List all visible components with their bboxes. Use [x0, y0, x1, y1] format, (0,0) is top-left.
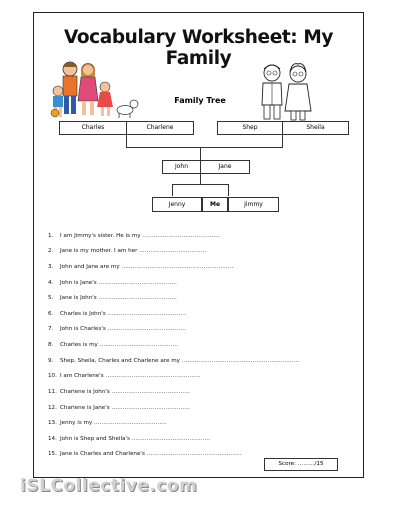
tree-box-charlene: Charlene: [126, 121, 194, 135]
question-item: 12. Charlene is Jane's ……………………………………: [48, 405, 190, 411]
worksheet-page: [33, 12, 364, 478]
tree-connector: [172, 184, 229, 185]
tree-box-jenny: Jenny: [152, 197, 202, 212]
tree-box-jimmy: Jimmy: [228, 197, 279, 212]
tree-connector: [126, 135, 127, 147]
score-box: Score: ………/15: [264, 458, 338, 471]
site-watermark: iSLCollective.com: [20, 476, 198, 496]
family-tree-title: Family Tree: [174, 96, 226, 105]
tree-box-john: John: [162, 160, 201, 174]
question-item: 3. John and Jane are my ……………………………………………………: [48, 264, 234, 270]
question-item: 10. I am Charlene's ……………………………………………: [48, 373, 201, 379]
tree-connector: [172, 184, 173, 196]
question-item: 9. Shep, Sheila, Charles and Charlene are my ………………………………………………………: [48, 358, 300, 364]
question-item: 11. Charlene is John's ……………………………………: [48, 389, 190, 395]
question-item: 5. Jane is John's ……………………………………: [48, 295, 177, 301]
tree-connector: [282, 135, 283, 147]
tree-connector: [200, 147, 201, 160]
question-item: 13. Jenny is my …………………………………: [48, 420, 167, 426]
question-item: 14. John is Shep and Sheila's ……………………………………: [48, 436, 210, 442]
family-illustration: [50, 55, 146, 123]
question-item: 15. Jane is Charles and Charlene's ……………………………………………: [48, 451, 242, 457]
grandparents-illustration: [252, 59, 320, 123]
tree-box-charles: Charles: [59, 121, 127, 135]
question-item: 4. John is Jane's ……………………………………: [48, 280, 177, 286]
tree-box-jane: Jane: [200, 160, 250, 174]
question-item: 6. Charles is John's ……………………………………: [48, 311, 186, 317]
tree-box-shep: Shep: [217, 121, 283, 135]
tree-box-me: Me: [202, 197, 228, 212]
question-item: 8. Charles is my ……………………………………: [48, 342, 178, 348]
tree-connector: [200, 174, 201, 184]
tree-connector: [126, 147, 200, 148]
tree-box-sheila: Sheila: [282, 121, 349, 135]
question-item: 7. John is Charles's ……………………………………: [48, 326, 186, 332]
worksheet-title: Vocabulary Worksheet: My Family: [63, 27, 334, 69]
tree-connector: [228, 184, 229, 196]
question-item: 2. Jane is my mother. I am her ………………………………: [48, 248, 207, 254]
tree-connector: [200, 147, 283, 148]
question-item: 1. I am Jimmy's sister. He is my ……………………………………: [48, 233, 221, 239]
